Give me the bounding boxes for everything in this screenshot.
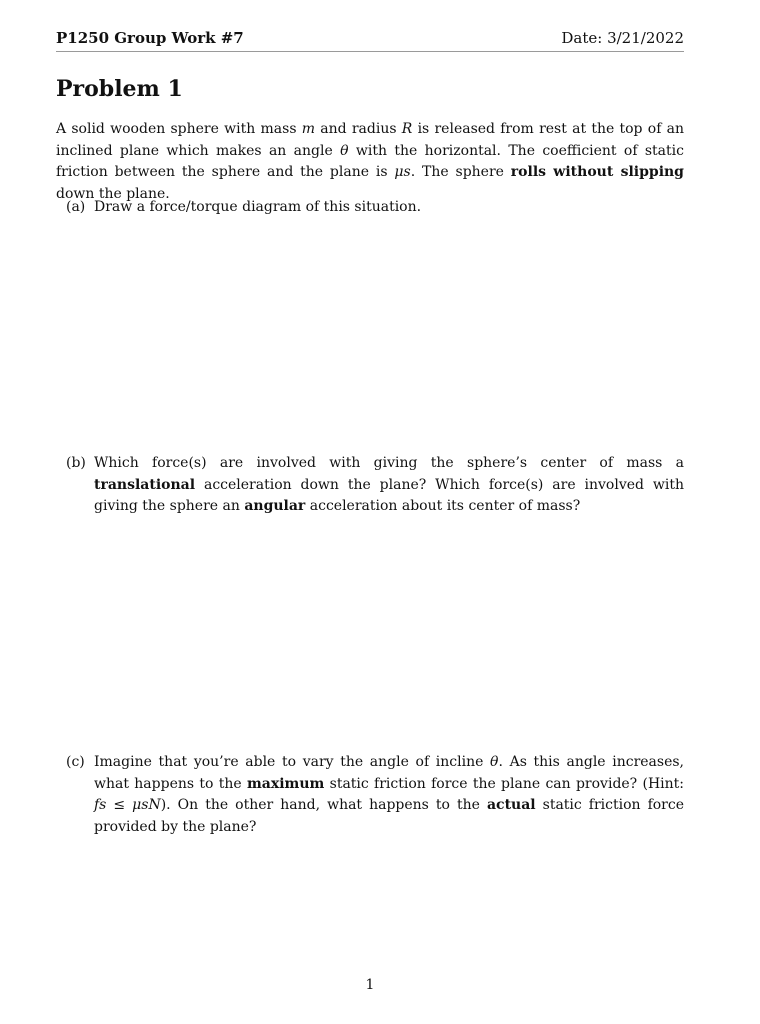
part-text: Imagine that you’re able to vary the angle of incline θ. As this angle increases, what happens to the maximum static friction force the plane can provide? (Hint: fs ≤ μsN). On the other hand, what happens to the actual static friction force provided by the plane? (94, 754, 685, 836)
hint-inequality: fs ≤ μsN (94, 797, 161, 814)
problem-title: Problem 1 (56, 76, 183, 102)
rolls-without-slipping-emphasis: rolls without slipping (510, 164, 684, 181)
translational-emphasis: translational (94, 476, 196, 493)
part-label: (b) (66, 455, 86, 471)
angle-symbol: θ (340, 142, 349, 159)
mass-symbol: m (301, 121, 316, 137)
friction-coefficient-symbol: μs (394, 164, 411, 181)
course-title: P1250 Group Work #7 (56, 29, 244, 47)
part-label: (a) (66, 199, 86, 215)
actual-emphasis: actual (486, 797, 536, 814)
page-header (56, 29, 684, 52)
page-number: 1 (365, 977, 375, 993)
angular-emphasis: angular (244, 498, 306, 515)
part-a (66, 197, 684, 219)
date-label: Date: 3/21/2022 (561, 29, 684, 47)
part-b (66, 453, 684, 518)
radius-symbol: R (401, 121, 413, 137)
problem-intro: A solid wooden sphere with mass m and radius R is released from rest at the top of an inclined plane which makes an angle θ with the horizontal. The coefficient of static friction between the sphere and the plane is μs. The sphere rolls without slipping down the plane. (56, 121, 684, 203)
part-text: Draw a force/torque diagram of this situation. (94, 199, 422, 216)
maximum-emphasis: maximum (246, 775, 325, 792)
angle-symbol: θ (490, 754, 499, 771)
part-text: Which force(s) are involved with giving the sphere’s center of mass a translational acceleration down the plane? Which force(s) are involved with giving the sphere an angular acceleration about its center of mass? (94, 455, 684, 515)
part-c (66, 752, 684, 839)
part-label: (c) (66, 754, 85, 770)
